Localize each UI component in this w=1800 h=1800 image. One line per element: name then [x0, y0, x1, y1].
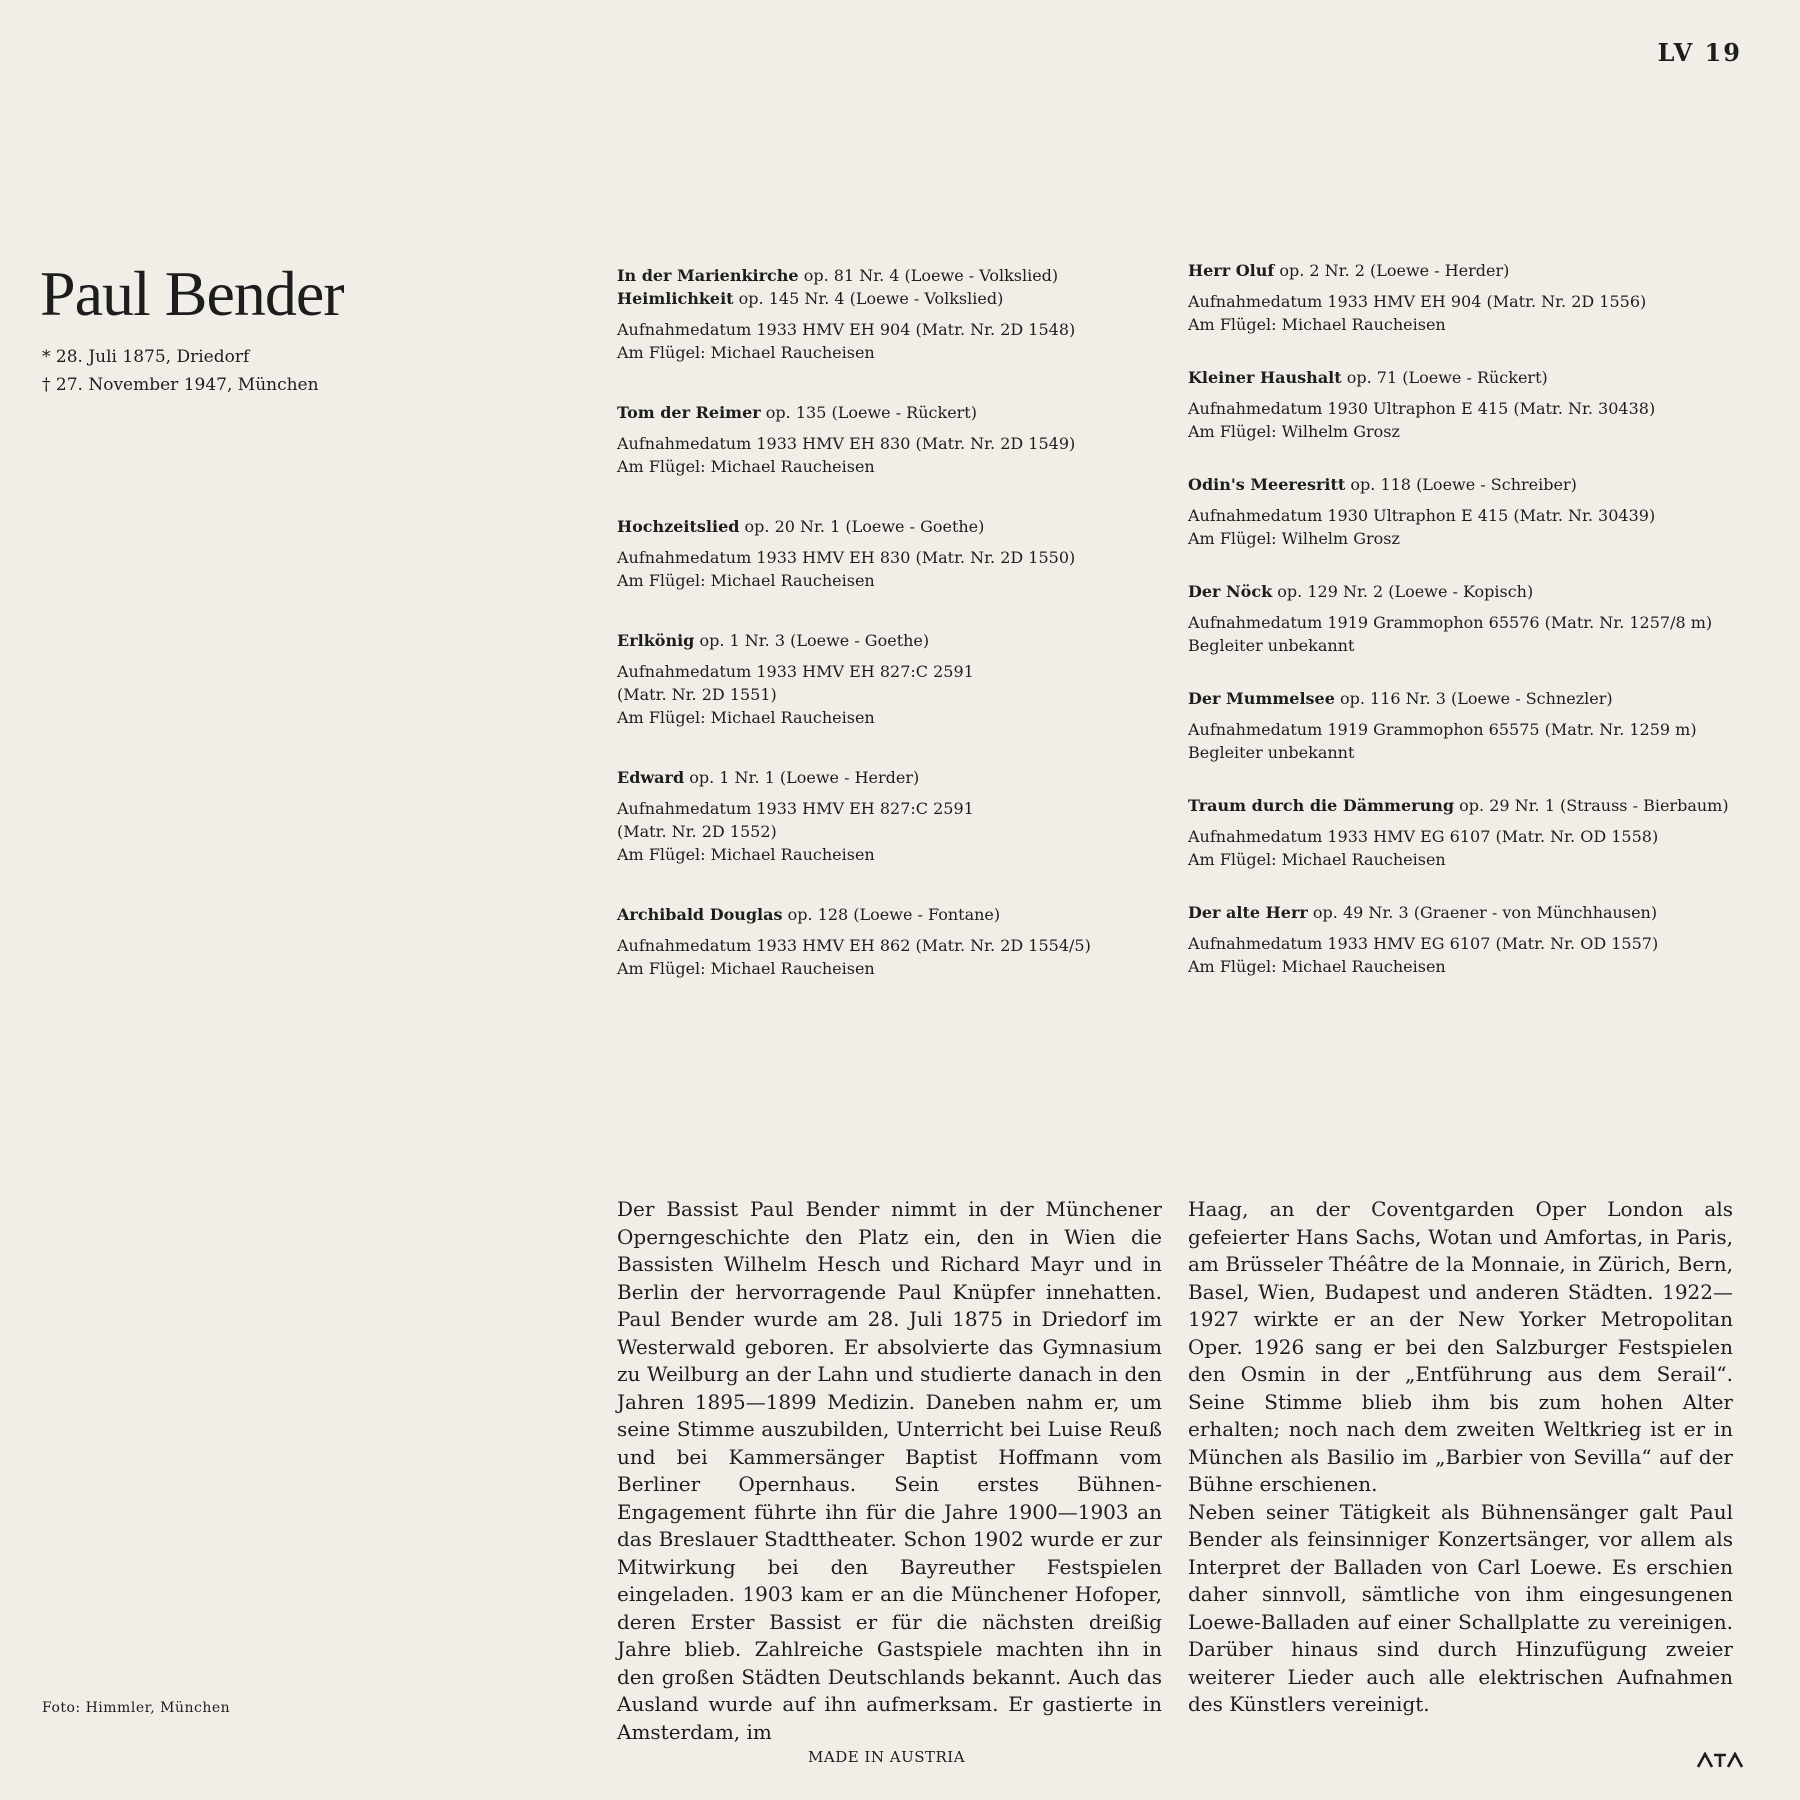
track-opus: op. 2 Nr. 2 (Loewe - Herder) — [1279, 261, 1510, 280]
recording-detail: Aufnahmedatum 1919 Grammophon 65576 (Matr. Nr. 1257/8 m) — [1188, 613, 1713, 632]
track-heading — [617, 401, 1137, 424]
track-entry — [1188, 259, 1748, 336]
photo-credit: Foto: Himmler, München — [42, 1700, 231, 1716]
track-title-line — [1188, 580, 1748, 603]
track-list-right — [1188, 259, 1748, 1008]
track-heading — [1188, 687, 1748, 710]
recording-detail: Aufnahmedatum 1933 HMV EH 904 (Matr. Nr. 2D 1548) — [617, 320, 1076, 339]
biography-paragraph: Neben seiner Tätigkeit als Bühnensänger galt Paul Bender als feinsinniger Konzertsänger, vor allem als Interpret der Balladen von Carl Loewe. Es erschien daher sinnvoll, sämtliche von ihm eingesungenen Loewe-Balladen auf einer Schallplatte zu vereinigen. Darüber hinaus sind durch Hinzufügung zweier weiterer Lieder auch alle elektrischen Aufnahmen des Künstlers vereinigt. — [1188, 1499, 1733, 1716]
track-entry — [617, 629, 1137, 729]
track-opus: op. 1 Nr. 3 (Loewe - Goethe) — [699, 631, 930, 650]
recording-detail: Am Flügel: Michael Raucheisen — [617, 708, 875, 727]
recording-detail: Aufnahmedatum 1933 HMV EG 6107 (Matr. Nr. OD 1558) — [1188, 827, 1659, 846]
track-opus: op. 129 Nr. 2 (Loewe - Kopisch) — [1277, 582, 1534, 601]
track-title: Kleiner Haushalt — [1188, 368, 1342, 387]
recording-detail: Aufnahmedatum 1933 HMV EH 827:C 2591 — [617, 799, 974, 818]
recording-detail: Aufnahmedatum 1933 HMV EH 862 (Matr. Nr. 2D 1554/5) — [617, 936, 1091, 955]
track-opus: op. 71 (Loewe - Rückert) — [1346, 368, 1548, 387]
track-opus: op. 135 (Loewe - Rückert) — [765, 403, 977, 422]
biography-column-2 — [1188, 1196, 1733, 1719]
track-entry — [617, 401, 1137, 478]
track-title: Traum durch die Dämmerung — [1188, 796, 1455, 815]
track-title: Der Nöck — [1188, 582, 1273, 601]
track-heading — [617, 515, 1137, 538]
track-title-line — [617, 515, 1137, 538]
made-in-label: MADE IN AUSTRIA — [808, 1748, 966, 1766]
track-title: Der Mummelsee — [1188, 689, 1335, 708]
track-opus: op. 145 Nr. 4 (Loewe - Volkslied) — [738, 289, 1004, 308]
track-title-line — [617, 629, 1137, 652]
recording-detail: Am Flügel: Wilhelm Grosz — [1188, 529, 1400, 548]
track-title-line — [1188, 366, 1748, 389]
track-opus: op. 118 (Loewe - Schreiber) — [1350, 475, 1577, 494]
track-title: Herr Oluf — [1188, 261, 1275, 280]
track-title-line — [617, 287, 1137, 310]
track-entry — [1188, 580, 1748, 657]
recording-detail: Aufnahmedatum 1933 HMV EH 827:C 2591 — [617, 662, 974, 681]
track-entry — [617, 515, 1137, 592]
track-title-line — [1188, 687, 1748, 710]
track-title: Hochzeitslied — [617, 517, 740, 536]
track-heading — [1188, 901, 1748, 924]
recording-detail: Am Flügel: Wilhelm Grosz — [1188, 422, 1400, 441]
recording-detail: Am Flügel: Michael Raucheisen — [1188, 850, 1446, 869]
track-title-line — [617, 766, 1137, 789]
recording-detail: Aufnahmedatum 1933 HMV EG 6107 (Matr. Nr. OD 1557) — [1188, 934, 1659, 953]
track-title-line — [1188, 794, 1748, 817]
track-entry — [1188, 366, 1748, 443]
life-dates — [42, 343, 319, 399]
recording-info — [1188, 718, 1748, 764]
ata-logo — [1696, 1752, 1744, 1768]
recording-detail: Aufnahmedatum 1933 HMV EH 830 (Matr. Nr. 2D 1550) — [617, 548, 1076, 567]
recording-detail: (Matr. Nr. 2D 1551) — [617, 685, 777, 704]
track-opus: op. 29 Nr. 1 (Strauss - Bierbaum) — [1459, 796, 1729, 815]
recording-detail: Aufnahmedatum 1919 Grammophon 65575 (Matr. Nr. 1259 m) — [1188, 720, 1697, 739]
track-heading — [617, 629, 1137, 652]
track-title-line — [1188, 473, 1748, 496]
track-entry — [617, 264, 1137, 364]
track-heading — [1188, 794, 1748, 817]
track-opus: op. 20 Nr. 1 (Loewe - Goethe) — [744, 517, 985, 536]
track-entry — [1188, 687, 1748, 764]
track-title-line — [617, 264, 1137, 287]
track-entry — [1188, 473, 1748, 550]
recording-info — [1188, 825, 1748, 871]
recording-detail: Aufnahmedatum 1930 Ultraphon E 415 (Matr. Nr. 30438) — [1188, 399, 1656, 418]
track-title: Der alte Herr — [1188, 903, 1308, 922]
artist-name: Paul Bender — [40, 258, 344, 329]
track-title: In der Marienkirche — [617, 266, 799, 285]
track-title: Odin's Meeresritt — [1188, 475, 1346, 494]
recording-detail: Am Flügel: Michael Raucheisen — [617, 457, 875, 476]
track-title: Heimlichkeit — [617, 289, 734, 308]
recording-detail: Aufnahmedatum 1933 HMV EH 904 (Matr. Nr. 2D 1556) — [1188, 292, 1647, 311]
birth-info: * 28. Juli 1875, Driedorf — [42, 347, 250, 367]
catalog-number: LV 19 — [1657, 38, 1742, 67]
recording-detail: Am Flügel: Michael Raucheisen — [617, 845, 875, 864]
track-entry — [1188, 901, 1748, 978]
track-heading — [1188, 473, 1748, 496]
track-title: Erlkönig — [617, 631, 695, 650]
recording-detail: Begleiter unbekannt — [1188, 636, 1355, 655]
recording-info — [617, 797, 1137, 866]
track-opus: op. 1 Nr. 1 (Loewe - Herder) — [689, 768, 920, 787]
recording-detail: Am Flügel: Michael Raucheisen — [1188, 957, 1446, 976]
track-entry — [1188, 794, 1748, 871]
track-list-left — [617, 264, 1137, 1017]
recording-detail: Am Flügel: Michael Raucheisen — [617, 343, 875, 362]
track-heading — [617, 264, 1137, 310]
recording-info — [1188, 611, 1748, 657]
recording-info — [617, 660, 1137, 729]
recording-info — [617, 934, 1137, 980]
recording-detail: Begleiter unbekannt — [1188, 743, 1355, 762]
track-entry — [617, 766, 1137, 866]
recording-info — [617, 432, 1137, 478]
recording-info — [1188, 932, 1748, 978]
recording-detail: Aufnahmedatum 1933 HMV EH 830 (Matr. Nr. 2D 1549) — [617, 434, 1076, 453]
recording-detail: Am Flügel: Michael Raucheisen — [617, 571, 875, 590]
track-opus: op. 116 Nr. 3 (Loewe - Schnezler) — [1339, 689, 1613, 708]
death-info: † 27. November 1947, München — [42, 375, 319, 395]
recording-info — [1188, 397, 1748, 443]
track-title: Archibald Douglas — [617, 905, 783, 924]
track-opus: op. 81 Nr. 4 (Loewe - Volkslied) — [803, 266, 1059, 285]
track-heading — [617, 903, 1137, 926]
track-title-line — [617, 401, 1137, 424]
track-opus: op. 49 Nr. 3 (Graener - von Münchhausen) — [1312, 903, 1658, 922]
recording-detail: Am Flügel: Michael Raucheisen — [617, 959, 875, 978]
recording-detail: (Matr. Nr. 2D 1552) — [617, 822, 777, 841]
biography-paragraph: Haag, an der Coventgarden Oper London als gefeierter Hans Sachs, Wotan und Amfortas, in Paris, am Brüsseler Théâtre de la Monnaie, in Zürich, Bern, Basel, Wien, Budapest und anderen Städten. 1922—1927 wirkte er an der New Yorker Metropolitan Oper. 1926 sang er bei den Salzburger Festspielen den Osmin in der „Entführung aus dem Serail“. Seine Stimme blieb ihm bis zum hohen Alter erhalten; noch nach dem zweiten Weltkrieg ist er in München als Basilio im „Barbier von Sevilla“ auf der Bühne erschienen. — [1188, 1197, 1733, 1496]
track-heading — [1188, 366, 1748, 389]
track-heading — [617, 766, 1137, 789]
track-title-line — [617, 903, 1137, 926]
recording-detail: Am Flügel: Michael Raucheisen — [1188, 315, 1446, 334]
biography-column-1 — [617, 1196, 1162, 1746]
track-opus: op. 128 (Loewe - Fontane) — [787, 905, 1001, 924]
recording-info — [617, 318, 1137, 364]
recording-info — [1188, 504, 1748, 550]
biography-paragraph: Der Bassist Paul Bender nimmt in der Münchener Operngeschichte den Platz ein, den in Wien die Bassisten Wilhelm Hesch und Richard Mayr und in Berlin der hervorragende Paul Knüpfer innehatten. Paul Bender wurde am 28. Juli 1875 in Driedorf im Westerwald geboren. Er absolvierte das Gymnasium zu Weilburg an der Lahn und studierte danach in den Jahren 1895—1899 Medizin. Daneben nahm er, um seine Stimme auszubilden, Unterricht bei Luise Reuß und bei Kammersänger Baptist Hoffmann vom Berliner Opernhaus. Sein erstes Bühnen-Engagement führte ihn für die Jahre 1900—1903 an das Breslauer Stadttheater. Schon 1902 wurde er zur Mitwirkung bei den Bayreuther Festspielen eingeladen. 1903 kam er an die Münchener Hofoper, deren Erster Bassist er für die nächsten dreißig Jahre blieb. Zahlreiche Gastspiele machten ihn in den großen Städten Deutschlands bekannt. Auch das Ausland wurde auf ihn aufmerksam. Er gastierte in Amsterdam, im — [617, 1197, 1162, 1744]
recording-detail: Aufnahmedatum 1930 Ultraphon E 415 (Matr. Nr. 30439) — [1188, 506, 1656, 525]
track-entry — [617, 903, 1137, 980]
track-title: Edward — [617, 768, 685, 787]
track-title: Tom der Reimer — [617, 403, 761, 422]
track-heading — [1188, 259, 1748, 282]
track-heading — [1188, 580, 1748, 603]
recording-info — [617, 546, 1137, 592]
track-title-line — [1188, 259, 1748, 282]
recording-info — [1188, 290, 1748, 336]
track-title-line — [1188, 901, 1748, 924]
